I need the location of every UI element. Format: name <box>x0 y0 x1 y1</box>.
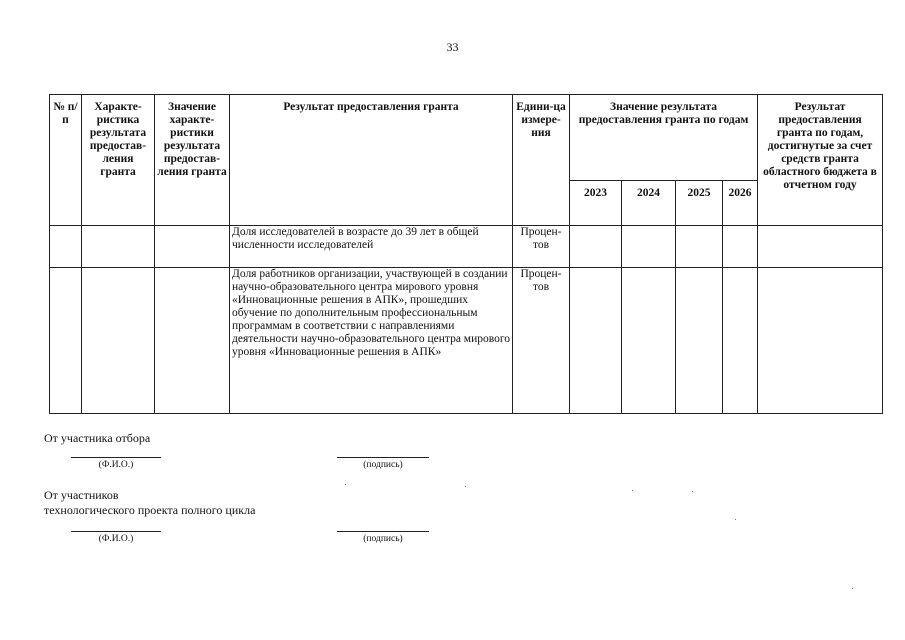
cell-unit: Процен-тов <box>513 268 570 414</box>
cell-unit: Процен-тов <box>513 226 570 268</box>
cell-2025 <box>676 226 723 268</box>
header-characteristic: Характе-ристика результата предостав-ления гранта <box>82 95 155 226</box>
header-year-2025: 2025 <box>676 181 723 226</box>
cell-2024 <box>622 226 676 268</box>
header-characteristic-value: Значение характе-ристики результата предостав-ления гранта <box>155 95 230 226</box>
header-result: Результат предоставления гранта <box>230 95 513 226</box>
cell-achieved <box>758 226 883 268</box>
page-number: 33 <box>446 40 459 54</box>
cell-2024 <box>622 268 676 414</box>
cell-2026 <box>723 268 758 414</box>
header-values-by-year: Значение результата предоставления гранта по годам <box>570 95 758 181</box>
header-unit: Едини-ца измере-ния <box>513 95 570 226</box>
table-row <box>50 268 883 414</box>
cell-characteristic <box>82 226 155 268</box>
grant-results-table <box>49 94 883 414</box>
fio-caption: (Ф.И.О.) <box>98 460 134 470</box>
table-header-row <box>50 95 883 181</box>
cell-num <box>50 226 82 268</box>
cell-num <box>50 268 82 414</box>
project-participants-label-line2: технологического проекта полного цикла <box>44 503 256 517</box>
cell-achieved <box>758 268 883 414</box>
cell-result: Доля исследователей в возрасте до 39 лет в общей численности исследователей <box>230 226 513 268</box>
header-year-2023: 2023 <box>570 181 622 226</box>
header-achieved: Результат предоставления гранта по годам, достигнутые за счет средств гранта областного бюджета в отчетном году <box>758 95 883 226</box>
cell-2023 <box>570 226 622 268</box>
scan-speck <box>735 519 736 520</box>
cell-characteristic-value <box>155 268 230 414</box>
scan-speck <box>345 484 346 485</box>
cell-2026 <box>723 226 758 268</box>
header-num: № п/п <box>50 95 82 226</box>
cell-characteristic <box>82 268 155 414</box>
fio-line <box>71 457 161 458</box>
scan-speck <box>852 588 853 589</box>
selection-participant-label: От участника отбора <box>44 431 151 445</box>
cell-2023 <box>570 268 622 414</box>
scan-speck <box>692 491 693 492</box>
signature-caption: (подпись) <box>363 534 403 544</box>
cell-2025 <box>676 268 723 414</box>
scan-speck <box>632 490 633 491</box>
header-year-2026: 2026 <box>723 181 758 226</box>
signature-line <box>337 457 429 458</box>
cell-result: Доля работников организации, участвующей в создании научно-образовательного центра мирового уровня «Инновационные решения в АПК», прошедших обучение по дополнительным профессиональным программам в соответствии с направлениями деятельности научно-образовательного центра мирового уровня «Инновационные решения в АПК» <box>230 268 513 414</box>
fio-line <box>71 531 161 532</box>
header-year-2024: 2024 <box>622 181 676 226</box>
fio-caption: (Ф.И.О.) <box>98 534 134 544</box>
signature-caption: (подпись) <box>363 460 403 470</box>
cell-characteristic-value <box>155 226 230 268</box>
table-row <box>50 226 883 268</box>
project-participants-label-line1: От участников <box>44 488 119 502</box>
signature-line <box>337 531 429 532</box>
scan-speck <box>465 486 466 487</box>
